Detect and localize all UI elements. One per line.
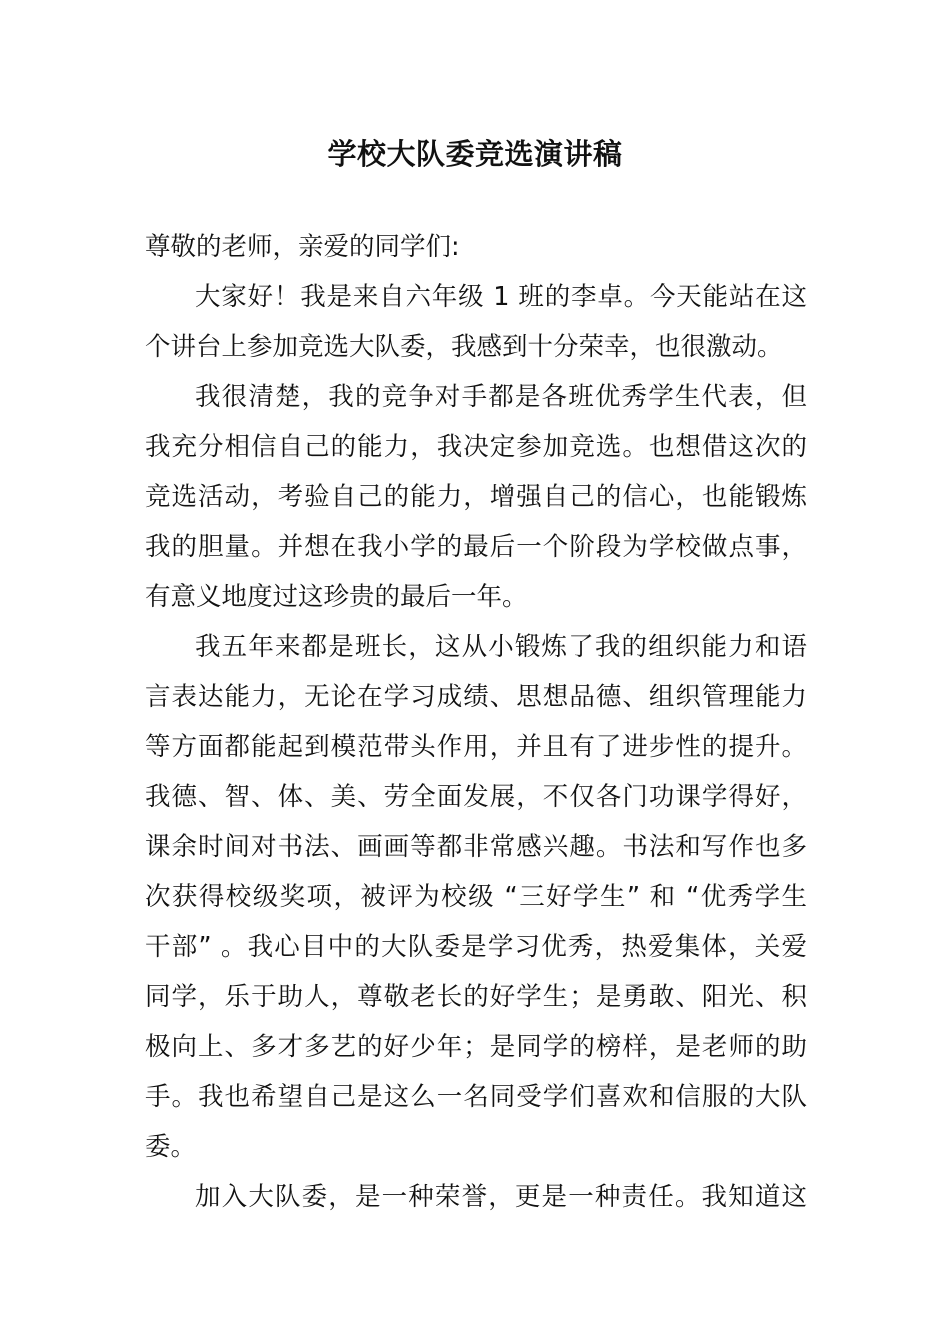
- paragraph-line: 竞选活动，考验自己的能力，增强自己的信心，也能锻炼: [145, 482, 807, 512]
- document-body: [145, 222, 807, 1222]
- paragraph-line: 课余时间对书法、画画等都非常感兴趣。书法和写作也多: [145, 832, 807, 862]
- paragraph-4: [145, 1172, 807, 1222]
- paragraph-line: 我充分相信自己的能力，我决定参加竞选。也想借这次的: [145, 432, 807, 462]
- paragraph-line: 极向上、多才多艺的好少年；是同学的榜样，是老师的助: [145, 1032, 807, 1062]
- paragraph-line: 等方面都能起到模范带头作用，并且有了进步性的提升。: [145, 732, 807, 762]
- salutation: 尊敬的老师，亲爱的同学们:: [145, 232, 460, 262]
- paragraph-1: [145, 272, 807, 372]
- paragraph-line: 加入大队委，是一种荣誉，更是一种责任。我知道这: [195, 1182, 807, 1212]
- paragraph-line: 干部” 。我心目中的大队委是学习优秀，热爱集体，关爱: [145, 932, 807, 962]
- paragraph-line: 我德、智、体、美、劳全面发展，不仅各门功课学得好，: [145, 782, 807, 812]
- paragraph-line: 我很清楚，我的竞争对手都是各班优秀学生代表，但: [195, 382, 807, 412]
- paragraph-line: 委。: [145, 1132, 197, 1162]
- paragraph-line: 同学，乐于助人，尊敬老长的好学生；是勇敢、阳光、积: [145, 982, 807, 1012]
- paragraph-line: 我的胆量。并想在我小学的最后一个阶段为学校做点事，: [145, 532, 807, 562]
- paragraph-line: 大家好！我是来自六年级 1 班的李卓。今天能站在这: [195, 282, 807, 312]
- paragraph-line: 次获得校级奖项，被评为校级 “三好学生” 和 “优秀学生: [145, 882, 807, 912]
- paragraph-3: [145, 622, 807, 1172]
- paragraph-line: 手。我也希望自己是这么一名同受学们喜欢和信服的大队: [145, 1082, 807, 1112]
- paragraph-line: 个讲台上参加竞选大队委，我感到十分荣幸，也很激动。: [145, 332, 783, 362]
- paragraph-line: 言表达能力，无论在学习成绩、思想品德、组织管理能力: [145, 682, 807, 712]
- document-title: 学校大队委竞选演讲稿: [327, 137, 623, 171]
- paragraph-line: 我五年来都是班长，这从小锻炼了我的组织能力和语: [195, 632, 807, 662]
- paragraph-2: [145, 372, 807, 622]
- paragraph-line: 有意义地度过这珍贵的最后一年。: [145, 582, 528, 612]
